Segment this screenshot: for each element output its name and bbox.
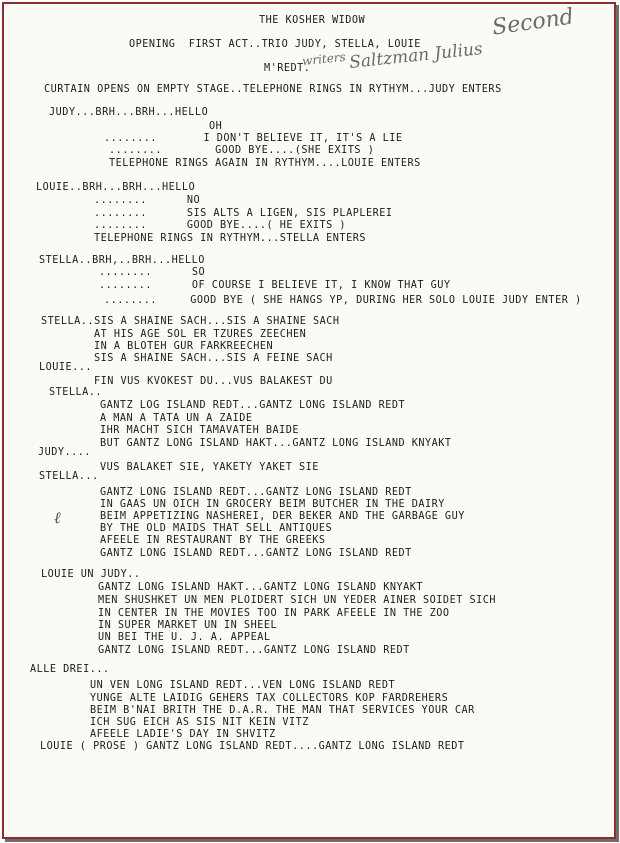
script-line: GANTZ LONG ISLAND REDT...GANTZ LONG ISLAND REDT: [100, 487, 412, 498]
script-line: LOUIE..BRH...BRH...HELLO: [36, 182, 196, 193]
script-line: MEN SHUSHKET UN MEN PLOIDERT SICH UN YEDER AINER SOIDET SICH: [98, 595, 497, 606]
script-line: GANTZ LONG ISLAND REDT...GANTZ LONG ISLAND REDT: [100, 548, 412, 559]
script-line: YUNGE ALTE LAIDIG GEHERS TAX COLLECTORS KOP FARDREHERS: [90, 693, 449, 704]
script-line: JUDY...BRH...BRH...HELLO: [49, 107, 209, 118]
script-line: BEIM B'NAI BRITH THE D.A.R. THE MAN THAT SERVICES YOUR CAR: [90, 705, 475, 716]
script-line: ........ GOOD BYE ( SHE HANGS YP, DURING HER SOLO LOUIE JUDY ENTER ): [104, 295, 582, 306]
script-line: TELEPHONE RINGS AGAIN IN RYTHYM....LOUIE ENTERS: [109, 158, 421, 169]
script-line: GANTZ LOG ISLAND REDT...GANTZ LONG ISLAND REDT: [100, 400, 406, 411]
script-line: A MAN A TATA UN A ZAIDE: [100, 413, 253, 424]
script-line: IN GAAS UN OICH IN GROCERY BEIM BUTCHER IN THE DAIRY: [100, 499, 445, 510]
script-line: ........ GOOD BYE....(SHE EXITS ): [109, 145, 375, 156]
script-line: AT HIS AGE SOL ER TZURES ZEECHEN: [94, 329, 307, 340]
mredt-label: M'REDT.: [264, 63, 311, 74]
script-line: ICH SUG EICH AS SIS NIT KEIN VITZ: [90, 717, 309, 728]
script-line: STELLA..BRH,..BRH...HELLO: [39, 255, 205, 266]
script-line: CURTAIN OPENS ON EMPTY STAGE..TELEPHONE RINGS IN RYTHYM...JUDY ENTERS: [44, 84, 502, 95]
script-line: FIN VUS KVOKEST DU...VUS BALAKEST DU: [94, 376, 333, 387]
script-line: UN VEN LONG ISLAND REDT...VEN LONG ISLAND REDT: [90, 680, 396, 691]
handwritten-writers-note: writers: [301, 49, 347, 69]
script-line: LOUIE ( PROSE ) GANTZ LONG ISLAND REDT....GANTZ LONG ISLAND REDT: [40, 741, 465, 752]
handwritten-names-note: Saltzman Julius: [348, 39, 484, 73]
script-line: ........ SIS ALTS A LIGEN, SIS PLAPLEREI: [94, 208, 393, 219]
script-line: IN SUPER MARKET UN IN SHEEL: [98, 620, 278, 631]
script-line: GANTZ LONG ISLAND REDT...GANTZ LONG ISLAND REDT: [98, 645, 410, 656]
script-line: AFEELE LADIE'S DAY IN SHVITZ: [90, 729, 276, 740]
script-line: LOUIE UN JUDY..: [41, 569, 141, 580]
script-line: UN BEI THE U. J. A. APPEAL: [98, 632, 271, 643]
script-line: STELLA..: [49, 387, 103, 398]
script-line: ........ I DON'T BELIEVE IT, IT'S A LIE: [104, 133, 403, 144]
script-line: BY THE OLD MAIDS THAT SELL ANTIQUES: [100, 523, 333, 534]
script-page: [2, 2, 616, 839]
margin-strike-mark: ℓ: [54, 508, 61, 527]
script-line: STELLA...: [39, 471, 99, 482]
script-line: BEIM APPETIZING NASHEREI, DER BEKER AND THE GARBAGE GUY: [100, 511, 465, 522]
script-line: IN A BLOTEH GUR FARKREECHEN: [94, 341, 274, 352]
script-line: GANTZ LONG ISLAND HAKT...GANTZ LONG ISLAND KNYAKT: [98, 582, 424, 593]
script-line: ........ OF COURSE I BELIEVE IT, I KNOW THAT GUY: [99, 280, 451, 291]
script-title: THE KOSHER WIDOW: [259, 15, 366, 26]
script-line: ........ NO: [94, 195, 201, 206]
script-line: JUDY....: [38, 447, 92, 458]
script-line: LOUIE...: [39, 362, 93, 373]
script-line: SIS A SHAINE SACH...SIS A FEINE SACH: [94, 353, 333, 364]
handwritten-second-note: Second: [490, 4, 576, 41]
script-line: VUS BALAKET SIE, YAKETY YAKET SIE: [100, 462, 319, 473]
script-line: ........ GOOD BYE....( HE EXITS ): [94, 220, 347, 231]
script-line: ........ SO: [99, 267, 206, 278]
script-line: STELLA..SIS A SHAINE SACH...SIS A SHAINE SACH: [41, 316, 340, 327]
script-line: IHR MACHT SICH TAMAVATEH BAIDE: [100, 425, 300, 436]
script-line: OH: [209, 121, 223, 132]
script-line: BUT GANTZ LONG ISLAND HAKT...GANTZ LONG ISLAND KNYAKT: [100, 438, 452, 449]
script-line: ALLE DREI...: [30, 664, 110, 675]
script-line: IN CENTER IN THE MOVIES TOO IN PARK AFEELE IN THE ZOO: [98, 608, 450, 619]
script-line: AFEELE IN RESTAURANT BY THE GREEKS: [100, 535, 326, 546]
opening-line: OPENING FIRST ACT..TRIO JUDY, STELLA, LOUIE: [129, 39, 421, 50]
script-line: TELEPHONE RINGS IN RYTHYM...STELLA ENTERS: [94, 233, 366, 244]
